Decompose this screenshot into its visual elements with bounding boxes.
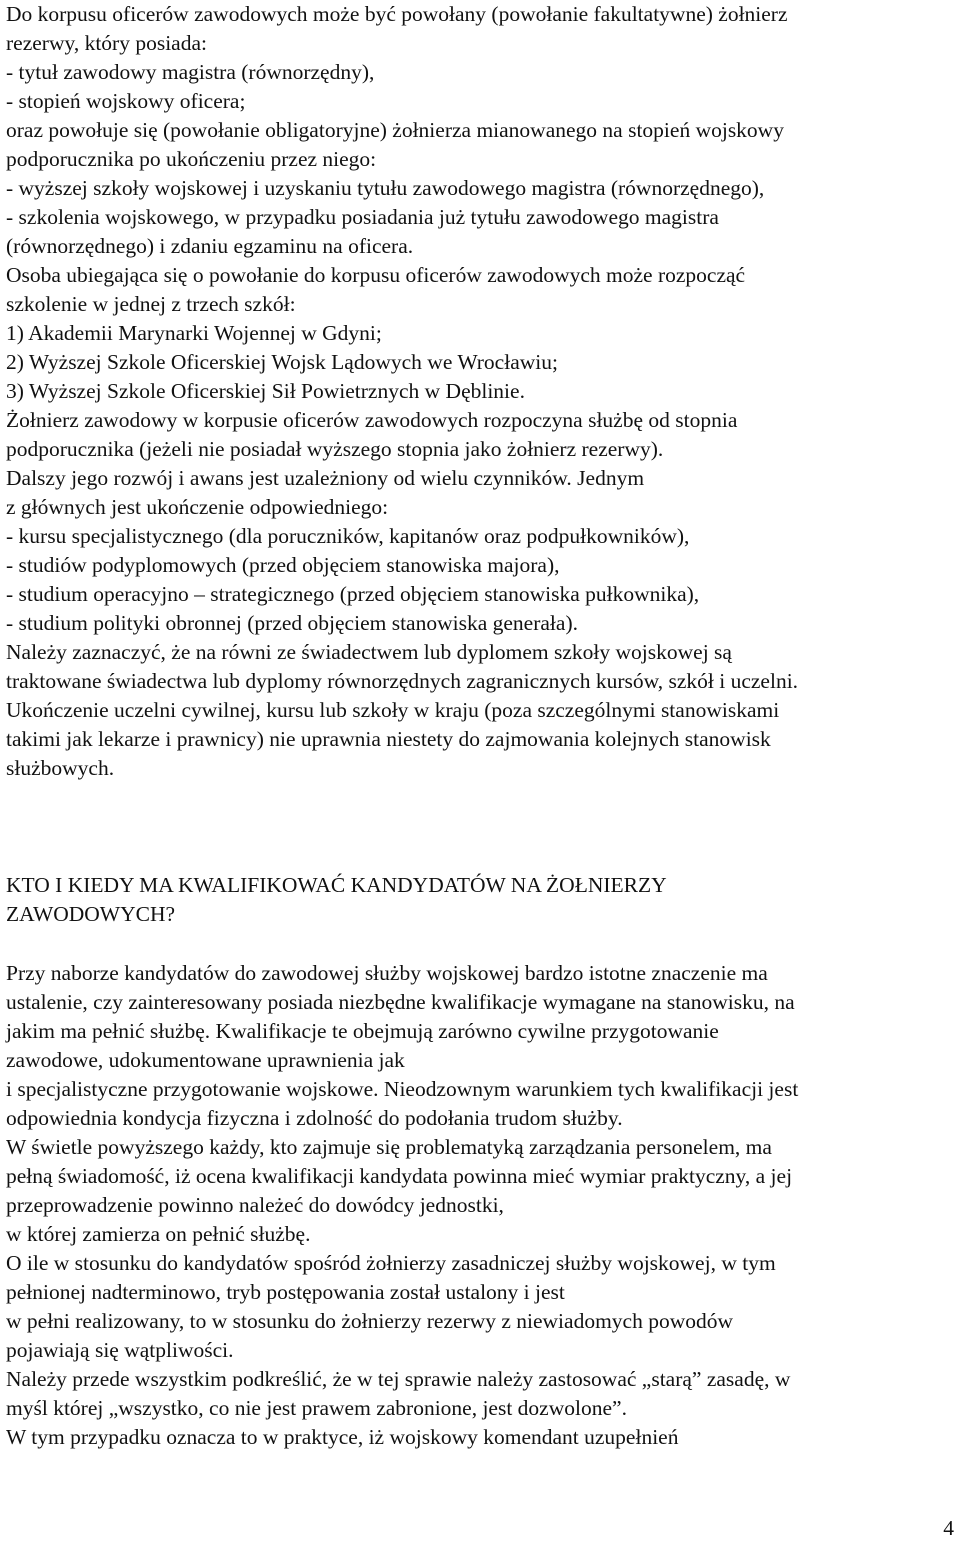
text-line: jakim ma pełnić służbę. Kwalifikacje te obejmują zarówno cywilne przygotowanie xyxy=(6,1019,719,1043)
text-line: podporucznika po ukończeniu przez niego: xyxy=(6,147,377,171)
text-line: Należy zaznaczyć, że na równi ze świadectwem lub dyplomem szkoły wojskowej są xyxy=(6,640,732,664)
text-line: w pełni realizowany, to w stosunku do żołnierzy rezerwy z niewiadomych powodów xyxy=(6,1309,734,1333)
text-line: myśl której „wszystko, co nie jest prawem zabronione, jest dozwolone”. xyxy=(6,1396,627,1420)
text-line: 3) Wyższej Szkole Oficerskiej Sił Powietrznych w Dęblinie. xyxy=(6,379,525,403)
text-line: Przy naborze kandydatów do zawodowej służby wojskowej bardzo istotne znaczenie ma xyxy=(6,961,768,985)
text-line: w której zamierza on pełnić służbę. xyxy=(6,1222,311,1246)
text-line: szkolenie w jednej z trzech szkół: xyxy=(6,292,296,316)
text-line: pełnionej nadterminowo, tryb postępowania został ustalony i jest xyxy=(6,1280,565,1304)
text-line: pełną świadomość, iż ocena kwalifikacji kandydata powinna mieć wymiar praktyczny, a jej xyxy=(6,1164,793,1188)
text-line: (równorzędnego) i zdaniu egzaminu na oficera. xyxy=(6,234,414,258)
text-line: z głównych jest ukończenie odpowiedniego: xyxy=(6,495,389,519)
heading-line: KTO I KIEDY MA KWALIFIKOWAĆ KANDYDATÓW NA ŻOŁNIERZY xyxy=(6,873,667,897)
text-line: rezerwy, który posiada: xyxy=(6,31,207,55)
text-line: pojawiają się wątpliwości. xyxy=(6,1338,234,1362)
text-line: i specjalistyczne przygotowanie wojskowe. Nieodzownym warunkiem tych kwalifikacji jest xyxy=(6,1077,799,1101)
text-line: Dalszy jego rozwój i awans jest uzależniony od wielu czynników. Jednym xyxy=(6,466,645,490)
text-line: oraz powołuje się (powołanie obligatoryjne) żołnierza mianowanego na stopień wojskowy xyxy=(6,118,784,142)
text-line: takimi jak lekarze i prawnicy) nie uprawnia niestety do zajmowania kolejnych stanowisk xyxy=(6,727,771,751)
text-line: - studium polityki obronnej (przed objęciem stanowiska generała). xyxy=(6,611,578,635)
text-line: W tym przypadku oznacza to w praktyce, iż wojskowy komendant uzupełnień xyxy=(6,1425,679,1449)
heading-line: ZAWODOWYCH? xyxy=(6,902,176,926)
text-line: Ukończenie uczelni cywilnej, kursu lub szkoły w kraju (poza szczególnymi stanowiskami xyxy=(6,698,780,722)
text-line: - kursu specjalistycznego (dla poruczników, kapitanów oraz podpułkowników), xyxy=(6,524,690,548)
text-line: zawodowe, udokumentowane uprawnienia jak xyxy=(6,1048,405,1072)
text-line: 2) Wyższej Szkole Oficerskiej Wojsk Lądowych we Wrocławiu; xyxy=(6,350,558,374)
section-qualification xyxy=(6,959,798,1452)
text-line: - szkolenia wojskowego, w przypadku posiadania już tytułu zawodowego magistra xyxy=(6,205,719,229)
text-line: ustalenie, czy zainteresowany posiada niezbędne kwalifikacje wymagane na stanowisku, na xyxy=(6,990,795,1014)
section-heading xyxy=(6,871,667,929)
text-line: służbowych. xyxy=(6,756,115,780)
text-line: - stopień wojskowy oficera; xyxy=(6,89,246,113)
text-line: Należy przede wszystkim podkreślić, że w tej sprawie należy zastosować „starą” zasadę, w xyxy=(6,1367,791,1391)
text-line: O ile w stosunku do kandydatów spośród żołnierzy zasadniczej służby wojskowej, w tym xyxy=(6,1251,776,1275)
page-number: 4 xyxy=(943,1516,954,1540)
text-line: podporucznika (jeżeli nie posiadał wyższego stopnia jako żołnierz rezerwy). xyxy=(6,437,664,461)
text-line: W świetle powyższego każdy, kto zajmuje się problematyką zarządzania personelem, ma xyxy=(6,1135,772,1159)
text-line: Osoba ubiegająca się o powołanie do korpusu oficerów zawodowych może rozpocząć xyxy=(6,263,746,287)
text-line: - wyższej szkoły wojskowej i uzyskaniu tytułu zawodowego magistra (równorzędnego), xyxy=(6,176,765,200)
section-officers-corps xyxy=(6,0,798,783)
text-line: 1) Akademii Marynarki Wojennej w Gdyni; xyxy=(6,321,382,345)
text-line: Do korpusu oficerów zawodowych może być powołany (powołanie fakultatywne) żołnierz xyxy=(6,2,788,26)
text-line: odpowiednia kondycja fizyczna i zdolność do podołania trudom służby. xyxy=(6,1106,623,1130)
text-line: - tytuł zawodowy magistra (równorzędny), xyxy=(6,60,375,84)
text-line: - studiów podyplomowych (przed objęciem stanowiska majora), xyxy=(6,553,560,577)
text-line: traktowane świadectwa lub dyplomy równorzędnych zagranicznych kursów, szkół i uczelni. xyxy=(6,669,799,693)
text-line: - studium operacyjno – strategicznego (przed objęciem stanowiska pułkownika), xyxy=(6,582,700,606)
text-line: przeprowadzenie powinno należeć do dowódcy jednostki, xyxy=(6,1193,504,1217)
text-line: Żołnierz zawodowy w korpusie oficerów zawodowych rozpoczyna służbę od stopnia xyxy=(6,408,738,432)
